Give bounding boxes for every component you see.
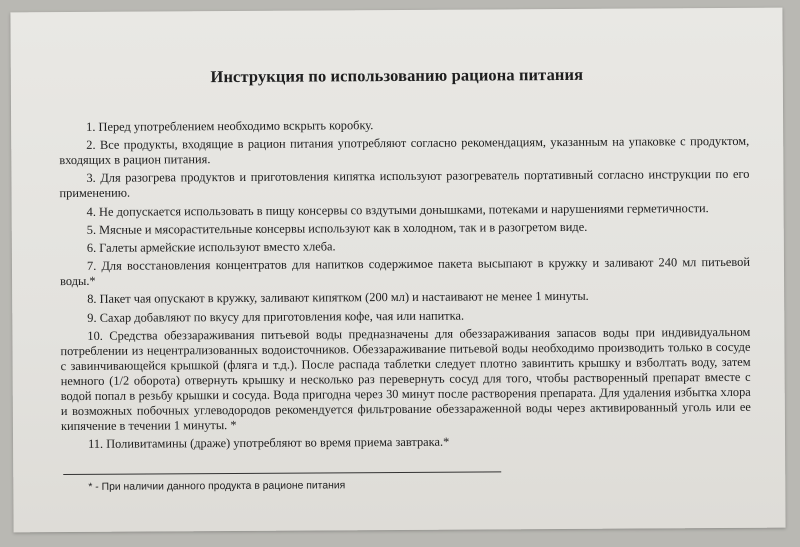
footnote-divider xyxy=(63,471,501,475)
document-title: Инструкция по использованию рациона питания xyxy=(210,64,584,87)
instruction-item-7: 7. Для восстановления концентратов для напитков содержимое пакета высыпают в кружку и заливают 240 мл питьевой воды.* xyxy=(60,254,751,289)
paper-sheet xyxy=(10,8,785,533)
instruction-item-11: 11. Поливитамины (драже) употребляют во время приема завтрака.* xyxy=(88,434,450,451)
instruction-item-6: 6. Галеты армейские используют вместо хлеба. xyxy=(86,239,336,255)
instruction-item-9: 9. Сахар добавляют по вкусу для приготовления кофе, чая или напитка. xyxy=(87,308,465,325)
instruction-item-3: 3. Для разогрева продуктов и приготовления кипятка используют разогреватель портативный согласно инструкции по его применению. xyxy=(59,167,750,201)
instruction-item-4: 4. Не допускается использовать в пищу консервы со вздутыми донышками, потеками и нарушениями герметичности. xyxy=(86,200,709,219)
instruction-item-8: 8. Пакет чая опускают в кружку, заливают кипятком (200 мл) и настаивают не менее 1 минуты. xyxy=(87,289,589,307)
footnote: * - При наличии данного продукта в рационе питания xyxy=(88,480,346,493)
instruction-item-2: 2. Все продукты, входящие в рацион питания употребляют согласно рекомендациям, указанным на упаковке с продуктом, входящих в рацион питания. xyxy=(59,134,750,168)
instruction-item-10: 10. Средства обеззараживания питьевой воды предназначены для обеззараживания запасов воды при индивидуальном потреблении из нецентрализованных водоисточников. Обеззараживание питьевой воды необходимо производить только в сосуде с завинчивающейся крышкой (фляга и т.д.). После распада таблетки следует плотно завинтить крышку и взболтать воду, затем немного (1/2 оборота) отвернуть крышку и несколько раз перевернуть сосуд для того, чтобы растворенный препарат вместе с водой попал в резьбу крышки и сосуда. Вода пригодна через 30 минут после растворения препарата. Для удаления избытка хлора и возможных побочных углеводородов рекомендуется фильтрование обеззараженной воды через активированный уголь или ее кипячение в течении 1 минуты. * xyxy=(60,324,751,433)
instruction-item-5: 5. Мясные и мясорастительные консервы используют как в холодном, так и в разогретом виде. xyxy=(86,219,588,237)
instructions-list xyxy=(59,116,751,455)
instruction-item-1: 1. Перед употреблением необходимо вскрыть коробку. xyxy=(86,118,374,134)
